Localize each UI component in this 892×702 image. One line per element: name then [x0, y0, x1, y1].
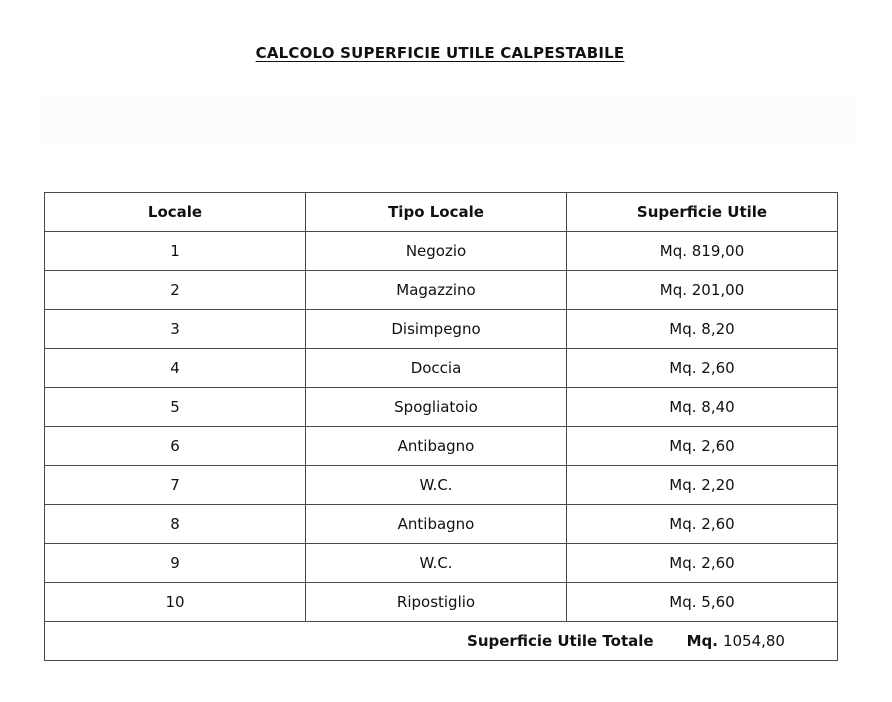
cell-locale: 1	[45, 232, 306, 271]
cell-tipo-locale: Negozio	[306, 232, 567, 271]
cell-locale: 7	[45, 466, 306, 505]
table-row	[45, 544, 838, 583]
header-superficie-utile: Superficie Utile	[567, 193, 838, 232]
cell-tipo-locale: W.C.	[306, 466, 567, 505]
table-row	[45, 271, 838, 310]
header-locale: Locale	[45, 193, 306, 232]
table-row	[45, 310, 838, 349]
cell-superficie: Mq. 2,60	[567, 427, 838, 466]
total-value: 1054,80	[722, 632, 785, 650]
cell-superficie: Mq. 8,40	[567, 388, 838, 427]
cell-locale: 10	[45, 583, 306, 622]
cell-tipo-locale: Disimpegno	[306, 310, 567, 349]
total-unit: Mq.	[686, 632, 718, 650]
table-row	[45, 232, 838, 271]
cell-tipo-locale: Magazzino	[306, 271, 567, 310]
cell-superficie: Mq. 2,20	[567, 466, 838, 505]
cell-superficie: Mq. 8,20	[567, 310, 838, 349]
table-row	[45, 583, 838, 622]
cell-tipo-locale: Spogliatoio	[306, 388, 567, 427]
header-tipo-locale: Tipo Locale	[306, 193, 567, 232]
document-title: CALCOLO SUPERFICIE UTILE CALPESTABILE	[255, 44, 625, 62]
cell-tipo-locale: Antibagno	[306, 505, 567, 544]
cell-superficie: Mq. 201,00	[567, 271, 838, 310]
cell-locale: 4	[45, 349, 306, 388]
cell-tipo-locale: Ripostiglio	[306, 583, 567, 622]
cell-tipo-locale: Antibagno	[306, 427, 567, 466]
total-cell	[45, 622, 838, 661]
cell-locale: 6	[45, 427, 306, 466]
table-row	[45, 388, 838, 427]
cell-locale: 2	[45, 271, 306, 310]
cell-superficie: Mq. 2,60	[567, 349, 838, 388]
total-row	[45, 622, 838, 661]
table-row	[45, 505, 838, 544]
table-row	[45, 466, 838, 505]
cell-superficie: Mq. 819,00	[567, 232, 838, 271]
cell-superficie: Mq. 5,60	[567, 583, 838, 622]
cell-tipo-locale: W.C.	[306, 544, 567, 583]
cell-locale: 8	[45, 505, 306, 544]
cell-locale: 9	[45, 544, 306, 583]
blank-area	[40, 96, 855, 144]
cell-tipo-locale: Doccia	[306, 349, 567, 388]
surface-table	[44, 192, 838, 661]
header-row	[45, 193, 838, 232]
cell-locale: 3	[45, 310, 306, 349]
cell-superficie: Mq. 2,60	[567, 544, 838, 583]
total-label: Superficie Utile Totale	[467, 632, 654, 650]
table-row	[45, 349, 838, 388]
table-row	[45, 427, 838, 466]
cell-locale: 5	[45, 388, 306, 427]
cell-superficie: Mq. 2,60	[567, 505, 838, 544]
